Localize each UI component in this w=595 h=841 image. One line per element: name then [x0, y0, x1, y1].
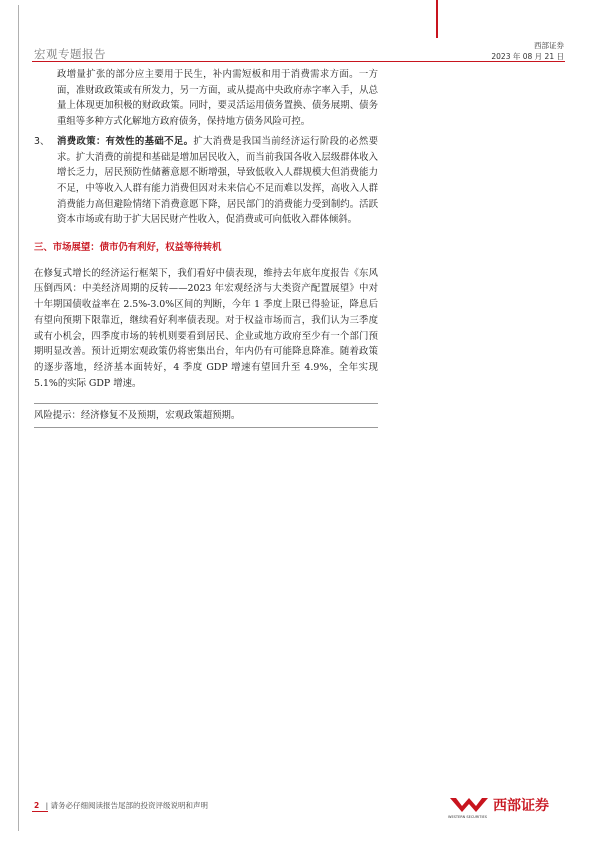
main-content [34, 67, 378, 428]
left-margin-line [18, 5, 19, 831]
intro-paragraph: 政增量扩张的部分应主要用于民生，补内需短板和用于消费需求方面。一方面，准财政政策或有所发力，另一方面，或从提高中央政府赤字率入手，从总量上体现更加积极的财政政策。同时，要灵活运用债务置换、债务展期、债务重组等多种方式化解地方政府债务，保持地方债务风险可控。 [57, 69, 378, 128]
list-item-consumption [34, 134, 378, 228]
section-title: 三、市场展望：债市仍有利好，权益等待转机 [34, 242, 222, 254]
risk-box [34, 403, 378, 428]
top-red-bar [436, 0, 438, 38]
list-item-number: 3、 [34, 135, 50, 147]
report-category: 宏观专题报告 [34, 47, 106, 61]
logo-subtext: WESTERN SECURITIES [448, 815, 487, 819]
list-item-body [57, 134, 378, 228]
footer-disclaimer: | 请务必仔细阅读报告尾部的投资评级说明和声明 [45, 801, 209, 810]
market-paragraph: 在修复式增长的经济运行框架下，我们看好中债表现，维持去年底年度报告《东风压倒西风：中美经济周期的反转——2023 年宏观经济与大类资产配置展望》中对十年期国债收益率在 2.5%-3.0%区间的判断，今年 1 季度上限已得验证，降息后有望向预期下限靠近，继续看好利率债表现。对于权益市场而言，我们认为三季度或有小机会，四季度市场的转机则要看到居民、企业或地方政府至少有一个部门预期明显改善。预计近期宏观政策仍将密集出台，年内仍有可能降息降准。随着政策的逐步落地，经济基本面转好，4 季度 GDP 增速有望回升至 4.9%，全年实现 5.1%的实际 GDP 增速。 [34, 267, 378, 389]
logo-mark-icon [448, 796, 490, 814]
header-info [491, 40, 564, 62]
list-item-text: 扩大消费是我国当前经济运行阶段的必然要求。扩大消费的前提和基础是增加居民收入，而当前我国各收入层级群体收入增长乏力，居民预防性储蓄意愿不断增强，导致低收入人群规模大但消费能力不足，中等收入人群有能力消费但因对未来信心不足而难以发挥，高收入人群消费能力高但避险情绪下消费意愿下降，居民部门的消费能力受到制约。活跃资本市场或有助于扩大居民财产性收入，促消费或可向低收入群体倾斜。 [57, 135, 378, 226]
header-company: 西部证券 [534, 41, 564, 50]
risk-warning: 风险提示：经济修复不及预期，宏观政策超预期。 [34, 408, 378, 428]
company-logo [448, 795, 549, 819]
header-rule [32, 61, 565, 62]
header-date: 2023 年 08 月 21 日 [491, 52, 564, 61]
list-item-heading: 消费政策：有效性的基础不足。 [57, 135, 194, 147]
footer [34, 800, 208, 811]
logo-text: 西部证券 [493, 798, 549, 814]
footer-accent-rule [32, 811, 48, 812]
intro-block [34, 67, 378, 130]
page-number: 2 [34, 801, 40, 810]
